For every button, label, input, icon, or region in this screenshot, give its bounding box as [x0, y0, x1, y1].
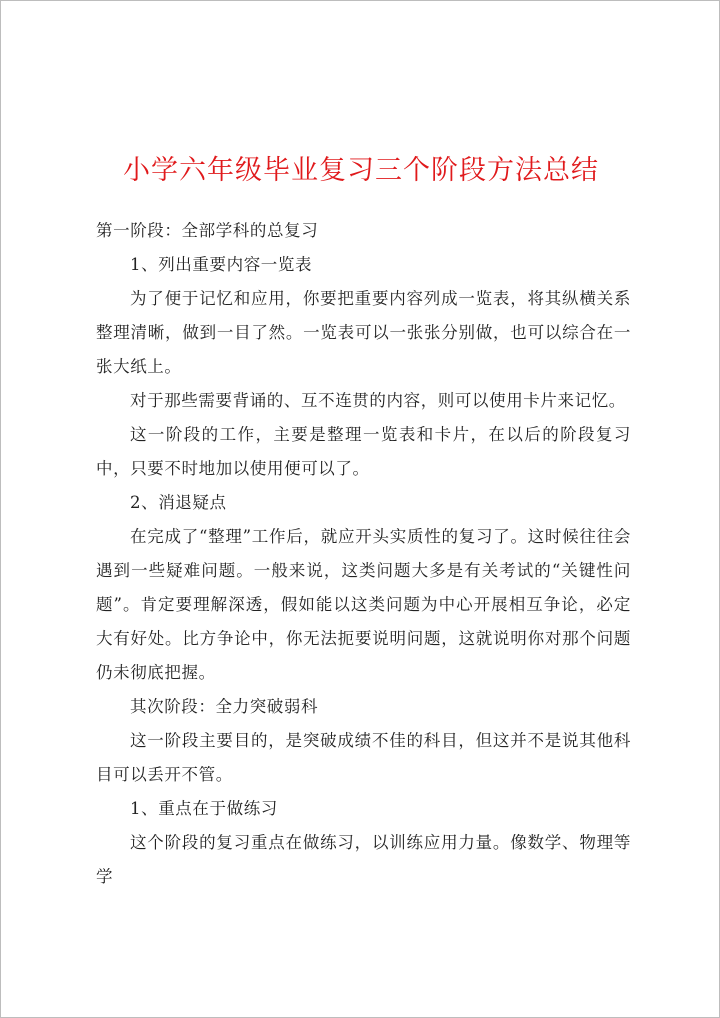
body-paragraph: 在完成了“整理”工作后，就应开头实质性的复习了。这时候往往会遇到一些疑难问题。一般来说，这类问题大多是有关考试的“关键性问题”。肯定要理解深透，假如能以这类问题为中心开展相互争论，必定大有好处。比方争论中，你无法扼要说明问题，这就说明你对那个问题仍未彻底把握。: [96, 527, 631, 682]
section-heading: 第一阶段：全部学科的总复习: [96, 221, 319, 240]
document-body: [96, 214, 631, 894]
body-paragraph: 对于那些需要背诵的、互不连贯的内容，则可以使用卡片来记忆。: [130, 391, 626, 410]
document-title: 小学六年级毕业复习三个阶段方法总结: [123, 155, 599, 186]
section-heading: 其次阶段：全力突破弱科: [130, 697, 319, 716]
subsection-heading: 2、消退疑点: [130, 493, 227, 512]
body-paragraph: 这一阶段的工作，主要是整理一览表和卡片，在以后的阶段复习中，只要不时地加以使用便可以了。: [96, 425, 631, 478]
body-paragraph: 为了便于记忆和应用，你要把重要内容列成一览表，将其纵横关系整理清晰，做到一目了然。一览表可以一张张分别做，也可以综合在一张大纸上。: [96, 289, 631, 376]
body-paragraph: 这个阶段的复习重点在做练习，以训练应用力量。像数学、物理等学: [96, 833, 631, 886]
body-paragraph: 这一阶段主要目的，是突破成绩不佳的科目，但这并不是说其他科目可以丢开不管。: [96, 731, 631, 784]
subsection-heading: 1、列出重要内容一览表: [130, 255, 313, 274]
subsection-heading: 1、重点在于做练习: [130, 799, 278, 818]
